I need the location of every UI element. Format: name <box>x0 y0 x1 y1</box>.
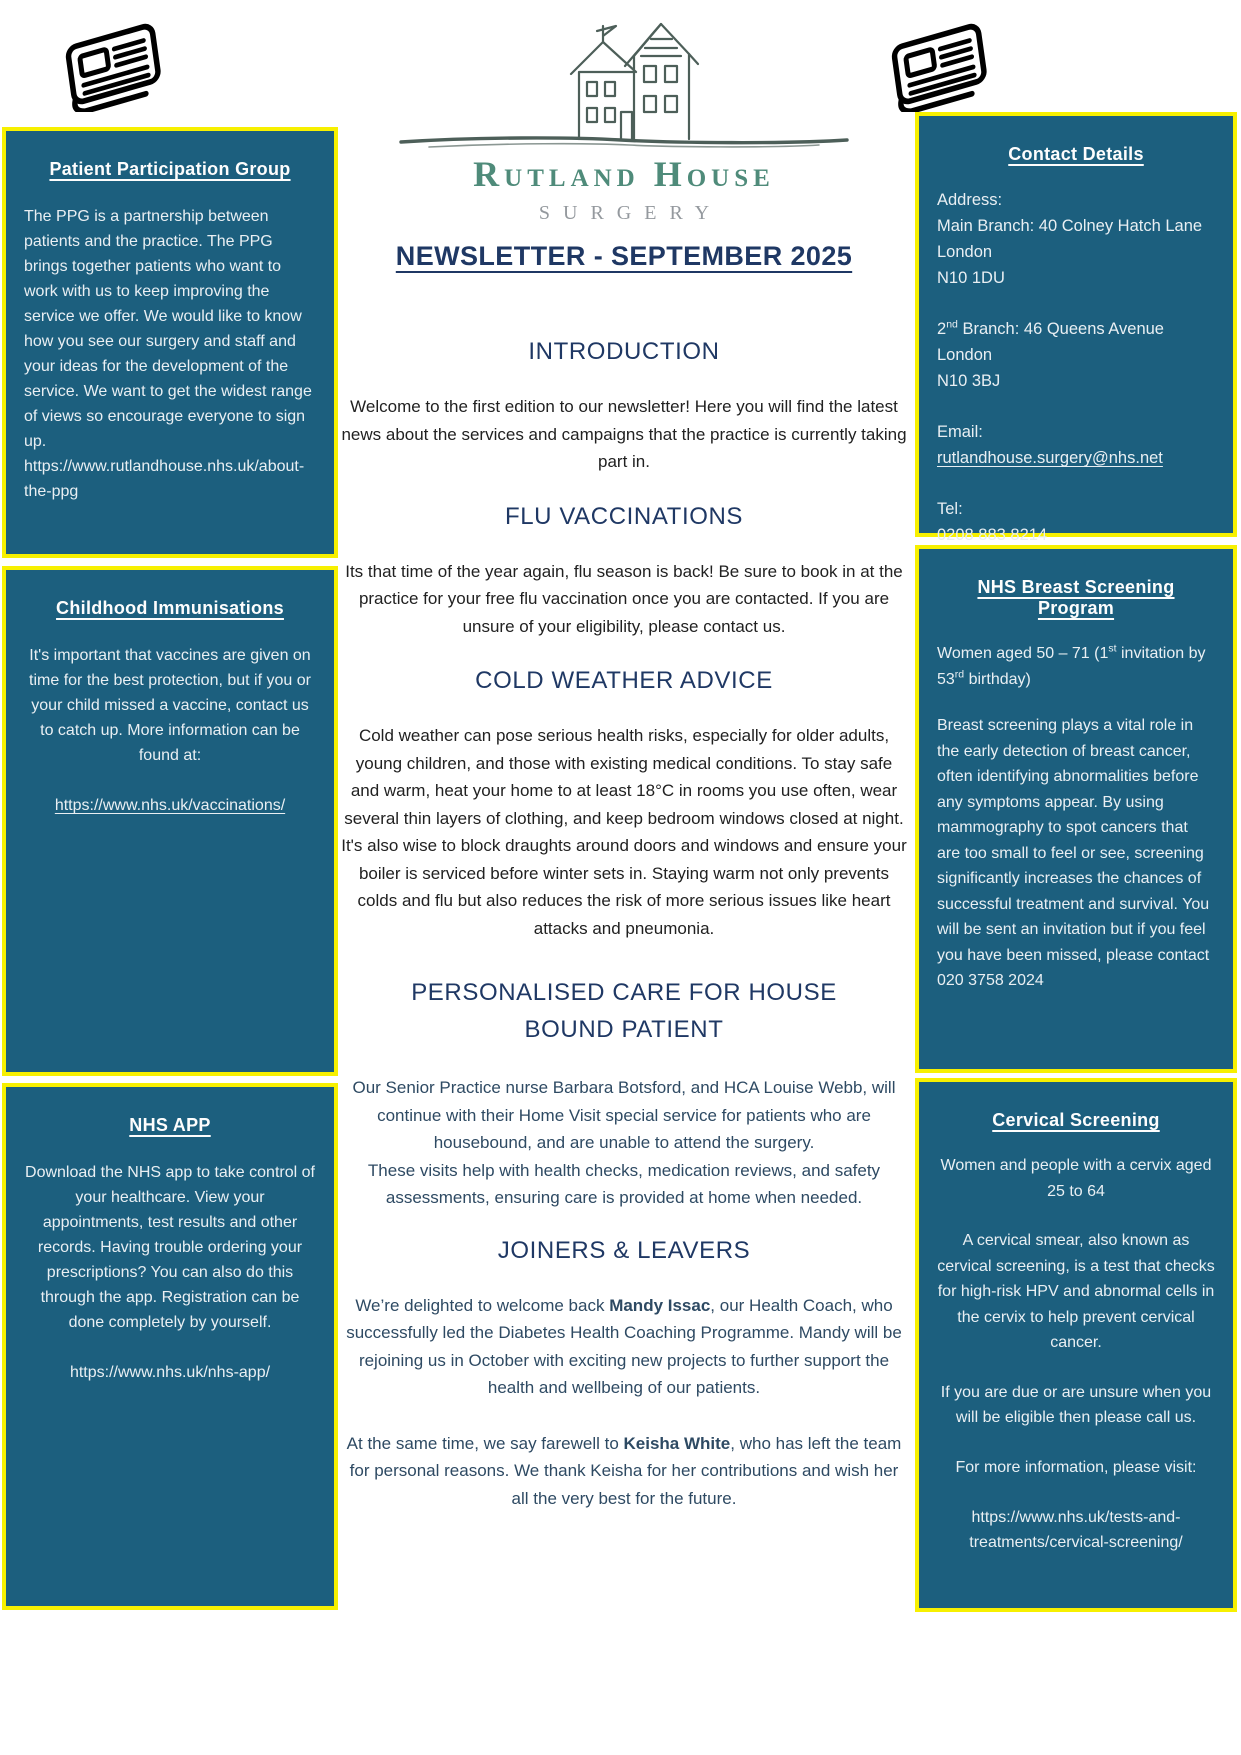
cervical-eligibility: Women and people with a cervix aged 25 to 64 <box>940 1157 1212 1200</box>
breast-screening-title: NHS Breast Screening Program <box>977 577 1175 618</box>
cervical-screening-title: Cervical Screening <box>992 1110 1160 1130</box>
second-branch-ordinal: nd <box>946 318 958 331</box>
childhood-immunisations-box <box>2 566 338 1076</box>
newspaper-icon <box>62 18 184 112</box>
birthday-ordinal: rd <box>954 668 965 681</box>
age-text: Women aged 50 – 71 (1 <box>937 645 1109 662</box>
practice-subtitle: SURGERY <box>538 202 723 224</box>
personalised-care-heading-line2: BOUND PATIENT <box>524 1016 724 1043</box>
age-text-end: birthday) <box>964 671 1031 688</box>
leavers-text-cont: , who has left the team for personal reasons. We thank Keisha for her contributions and wish her all the very best for the future. <box>349 1433 902 1508</box>
joiner-name: Mandy Issac <box>609 1295 711 1315</box>
personalised-care-heading <box>330 974 918 1048</box>
nhs-app-body: Download the NHS app to take control of your healthcare. View your appointments, test results and other records. Having trouble ordering your prescriptions? You can also do this through the app. Registration can be done completely by yourself. <box>25 1164 315 1331</box>
leavers-text: At the same time, we say farewell to <box>346 1433 624 1453</box>
personalised-care-body2: These visits help with health checks, medication reviews, and safety assessments, ensuring care is provided at home when needed. <box>367 1160 881 1207</box>
first-ordinal: st <box>1108 642 1117 655</box>
tel-number: 0208 883 8214 <box>937 526 1048 544</box>
email-label: Email: <box>937 423 983 441</box>
breast-screening-body: Breast screening plays a vital role in the early detection of breast cancer, often identifying abnormalities before any symptoms appear. By using mammography to spot cancers that are too small to feel or see, screening significantly increases the chances of successful treatment and survival. You will be sent an invitation but if you feel you have been missed, please contact 020 3758 2024 <box>937 717 1210 989</box>
ppg-body: The PPG is a partnership between patients and the practice. The PPG brings together patients who want to work with us to keep improving the service we offer. We would like to know how you see our surgery and staff and your ideas for the development of the service. We want to get the widest range of views so encourage everyone to sign up. https://www.rutlandhouse.nhs.uk/about-the-ppg <box>24 208 312 500</box>
flu-vaccinations-body: Its that time of the year again, flu season is back! Be sure to book in at the practice for your free flu vaccination once you are contacted. If you are unsure of your eligibility, please contact us. <box>345 561 903 636</box>
introduction-body: Welcome to the first edition to our newsletter! Here you will find the latest news about the services and campaigns that the practice is currently taking part in. <box>341 397 907 471</box>
introduction-heading: INTRODUCTION <box>528 338 720 365</box>
breast-screening-age-range <box>937 641 1215 693</box>
nhs-app-link[interactable]: https://www.nhs.uk/nhs-app/ <box>69 1364 271 1381</box>
main-branch-address: Main Branch: 40 Colney Hatch Lane <box>937 217 1203 235</box>
personalised-care-heading-line1: PERSONALISED CARE FOR HOUSE <box>411 979 837 1006</box>
cervical-description: A cervical smear, also known as cervical screening, is a test that checks for high-risk HPV and abnormal cells in the cervix to help prevent cervical cancer. <box>937 1232 1215 1351</box>
contact-details-box <box>915 112 1237 544</box>
leavers-paragraph <box>340 1430 908 1513</box>
cervical-screening-link[interactable]: https://www.nhs.uk/tests-and-treatments/cervical-screening/ <box>969 1509 1183 1551</box>
patient-participation-group-box <box>2 127 338 558</box>
immunisations-title: Childhood Immunisations <box>56 598 284 618</box>
second-branch-number: 2 <box>937 320 947 338</box>
practice-name: Rutland House <box>473 154 775 194</box>
email-link[interactable]: rutlandhouse.surgery@nhs.net <box>937 449 1163 467</box>
cervical-call-to-action: If you are due or are unsure when you will be eligible then please call us. <box>940 1383 1212 1426</box>
nhs-app-title: NHS APP <box>129 1115 211 1135</box>
tel-label: Tel: <box>937 500 963 518</box>
main-branch-postcode: N10 1DU <box>937 269 1005 287</box>
newsletter-main <box>330 0 918 1512</box>
second-branch-postcode: N10 3BJ <box>937 372 1001 390</box>
second-branch-city: London <box>937 346 993 364</box>
second-branch-address <box>937 316 1215 342</box>
main-branch-city: London <box>937 243 993 261</box>
house-sketch-logo <box>389 4 859 154</box>
cervical-screening-box <box>915 1078 1237 1612</box>
joiners-text: We’re delighted to welcome back <box>355 1295 610 1315</box>
leaver-name: Keisha White <box>623 1433 731 1453</box>
second-branch-street: Branch: 46 Queens Avenue <box>957 320 1164 338</box>
cervical-more-info: For more information, please visit: <box>955 1458 1197 1476</box>
cold-weather-body: Cold weather can pose serious health risks, especially for older adults, young children, and those with existing medical conditions. To stay safe and warm, heat your home to at least 18°C in rooms you use often, wear several thin layers of clothing, and keep bedroom windows closed at night. It's also wise to block draughts around doors and windows and ensure your boiler is serviced before winter sets in. Staying warm not only prevents colds and flu but also reduces the risk of more serious issues like heart attacks and pneumonia. <box>341 726 907 938</box>
cold-weather-heading: COLD WEATHER ADVICE <box>475 667 773 694</box>
nhs-app-box <box>2 1083 338 1610</box>
flu-vaccinations-heading: FLU VACCINATIONS <box>504 502 744 530</box>
joiners-leavers-heading: JOINERS & LEAVERS <box>497 1236 751 1264</box>
age-text-mid: invitation by 53 <box>937 645 1206 688</box>
immunisations-body: It's important that vaccines are given on time for the best protection, but if you or your child missed a vaccine, contact us to catch up. More information can be found at: <box>29 647 311 764</box>
joiners-paragraph <box>340 1292 908 1402</box>
newsletter-title: NEWSLETTER - SEPTEMBER 2025 <box>395 241 853 271</box>
personalised-care-body: Our Senior Practice nurse Barbara Botsford, and HCA Louise Webb, will continue with their Home Visit special service for patients who are housebound, and are unable to attend the surgery. <box>352 1078 896 1152</box>
address-label: Address: <box>937 191 1003 209</box>
breast-screening-box <box>915 545 1237 1073</box>
vaccinations-link[interactable]: https://www.nhs.uk/vaccinations/ <box>54 797 286 814</box>
contact-details-title: Contact Details <box>1008 144 1144 164</box>
ppg-title: Patient Participation Group <box>49 159 291 179</box>
joiners-text-cont: , our Health Coach, who successfully led the Diabetes Health Coaching Programme. Mandy will be rejoining us in October with exciting new projects to further support the health and wellbeing of our patients. <box>346 1295 902 1397</box>
